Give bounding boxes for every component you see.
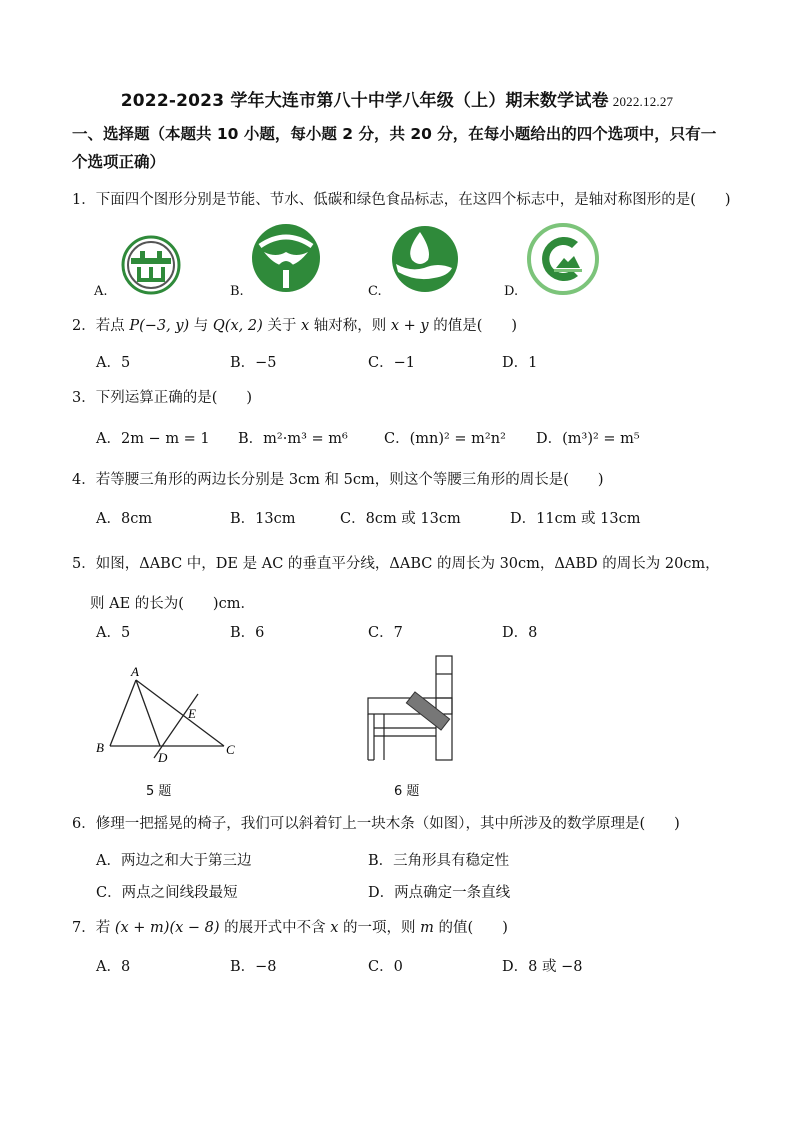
point-a-label: A	[131, 664, 139, 679]
q2-option-a: A．5	[96, 355, 131, 371]
q6-option-d: D．两点确定一条直线	[368, 885, 511, 901]
q2-var-x: x	[300, 318, 310, 334]
q2-text-a: 2．若点	[72, 318, 130, 334]
point-d-label: D	[158, 750, 168, 765]
answer-paren: ( )	[690, 192, 731, 208]
answer-paren: ( )	[467, 920, 508, 936]
title-text: 2022-2023 学年大连市第八十中学八年级（上）期末数学试卷	[120, 91, 609, 111]
q5-line-1: 5．如图，ΔABC 中，DE 是 AC 的垂直平分线，ΔABC 的周长为 30cm，ΔABD 的周长为 20cm，	[72, 556, 720, 572]
q7-expr: (x + m)(x − 8)	[114, 920, 220, 936]
q1-label-a: A.	[94, 284, 108, 299]
q4-option-a: A．8cm	[96, 511, 153, 527]
q4-option-d: D．11cm 或 13cm	[510, 511, 641, 527]
answer-paren: ( )	[639, 816, 680, 832]
q3-option-b: B．m²·m³ = m⁶	[238, 431, 348, 447]
q2-text-d: 轴对称，则	[309, 318, 391, 334]
q7-option-b: B．−8	[230, 959, 277, 975]
q3-option-a: A．2m − m = 1	[96, 431, 210, 447]
low-carbon-logo-icon	[390, 224, 460, 294]
point-c-label: C	[226, 742, 235, 757]
green-food-logo-icon	[526, 222, 600, 296]
q6-option-a: A．两边之和大于第三边	[96, 853, 252, 869]
q6-text: 6．修理一把摇晃的椅子，我们可以斜着钉上一块木条（如图），其中所涉及的数学原理是	[72, 816, 640, 832]
q4-option-c: C．8cm 或 13cm	[340, 511, 461, 527]
point-b-label: B	[96, 740, 104, 755]
fig6-caption: 6 题	[394, 784, 420, 799]
perpendicular-bisector-de	[154, 694, 198, 758]
question-2	[72, 314, 732, 338]
q1-label-d: D.	[504, 284, 519, 299]
point-e-label: E	[188, 706, 196, 721]
q4-option-b: B．13cm	[230, 511, 296, 527]
answer-paren: ( )	[563, 472, 604, 488]
q7-option-a: A．8	[96, 959, 131, 975]
question-6	[72, 812, 732, 836]
section-heading	[72, 120, 732, 176]
question-7	[72, 916, 732, 940]
q2-text-e: 的值是	[428, 318, 477, 334]
water-saving-logo-icon	[250, 222, 322, 294]
q6-option-c: C．两点之间线段最短	[96, 885, 238, 901]
q7-text-b: 的展开式中不含	[219, 920, 331, 936]
q2-option-d: D．1	[502, 355, 538, 371]
q1-label-b: B.	[230, 284, 244, 299]
q7-text-a: 7．若	[72, 920, 115, 936]
q6-option-b: B．三角形具有稳定性	[368, 853, 510, 869]
q2-expr: x + y	[390, 318, 429, 334]
question-4	[72, 468, 732, 492]
q1-label-c: C.	[368, 284, 382, 299]
q2-point-p: P(−3, y)	[129, 318, 190, 334]
q5-line-2: 则 AE 的长为( )cm．	[90, 596, 255, 612]
question-1	[72, 188, 732, 212]
q2-text-b: 与	[189, 318, 213, 334]
q5-option-b: B．6	[230, 625, 265, 641]
q6-chair-figure	[366, 654, 466, 764]
q7-var-m: m	[420, 920, 434, 936]
question-3	[72, 386, 732, 410]
q1-logos	[94, 222, 614, 302]
q7-option-c: C．0	[368, 959, 403, 975]
q3-option-c: C．(mn)² = m²n²	[384, 431, 506, 447]
q4-text: 4．若等腰三角形的两边长分别是 3cm 和 5cm，则这个等腰三角形的周长是	[72, 472, 564, 488]
q5-option-c: C．7	[368, 625, 403, 641]
fig5-caption: 5 题	[146, 784, 172, 799]
segment-ab	[110, 680, 136, 746]
q1-text: 1．下面四个图形分别是节能、节水、低碳和绿色食品标志，在这四个标志中，是轴对称图形的是	[72, 192, 691, 208]
q2-text-c: 关于	[262, 318, 301, 334]
section-line-1: 一、选择题（本题共 10 小题，每小题 2 分，共 20 分，在每小题给出的四个选项中，只有一	[72, 125, 717, 143]
exam-date: 2022.12.27	[612, 94, 674, 109]
q2-option-b: B．−5	[230, 355, 277, 371]
segment-ac	[136, 680, 224, 746]
answer-paren: ( )	[211, 390, 253, 406]
q7-text-d: 的值	[433, 920, 468, 936]
energy-saving-logo-icon	[120, 234, 182, 296]
page-title	[0, 86, 794, 111]
q7-var-x: x	[330, 920, 339, 936]
answer-paren: ( )	[476, 318, 518, 334]
q7-option-d: D．8 或 −8	[502, 959, 583, 975]
q3-option-d: D．(m³)² = m⁵	[536, 431, 640, 447]
question-5	[72, 544, 732, 624]
q2-option-c: C．−1	[368, 355, 415, 371]
section-line-2: 个选项正确）	[72, 153, 166, 171]
q5-option-a: A．5	[96, 625, 131, 641]
q3-text: 3．下列运算正确的是	[72, 390, 212, 406]
segment-ad	[136, 680, 160, 746]
q5-triangle-figure	[92, 664, 252, 774]
q7-text-c: 的一项，则	[338, 920, 421, 936]
q2-point-q: Q(x, 2)	[212, 318, 263, 334]
q5-option-d: D．8	[502, 625, 538, 641]
